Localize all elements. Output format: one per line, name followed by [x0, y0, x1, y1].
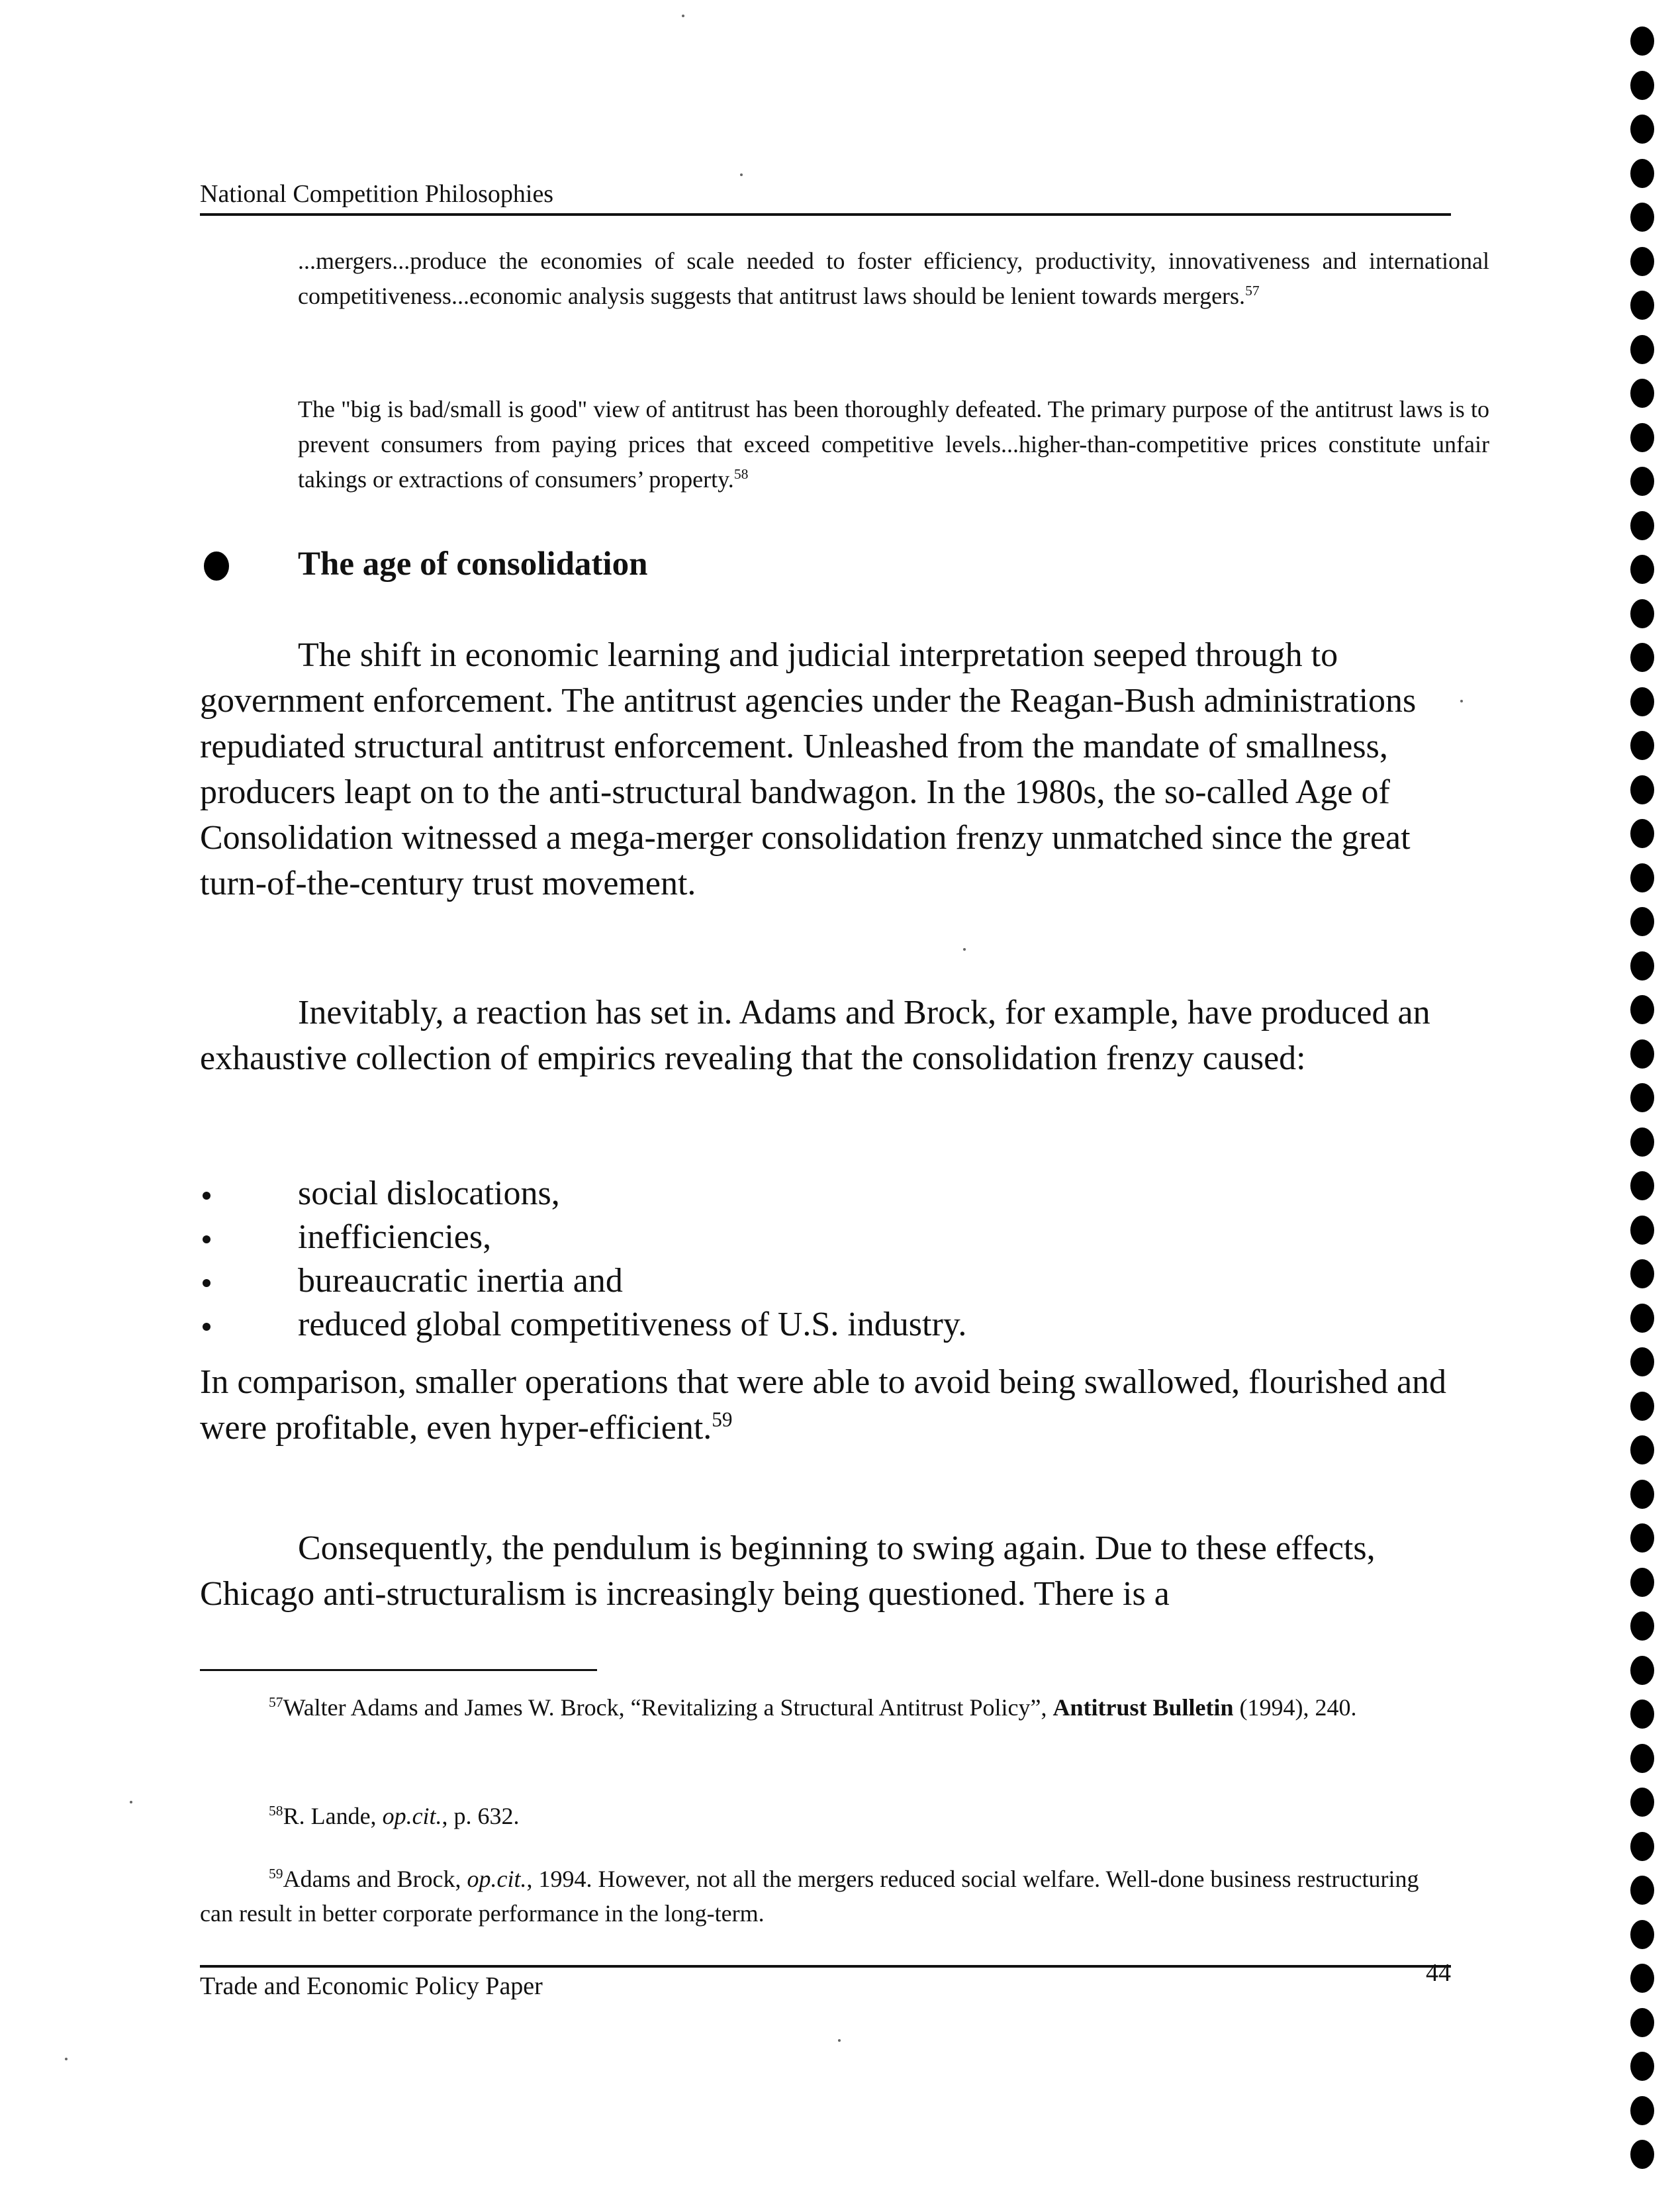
binding-hole-icon	[1630, 1700, 1654, 1729]
binding-hole-icon	[1630, 1480, 1654, 1509]
binding-hole-icon	[1630, 379, 1654, 408]
paragraph-1: The shift in economic learning and judicial interpretation seeped through to government enforcement. The antitrust agencies under the Reagan-Bush administrations repudiated structural antitrust enforcement. Unleashed from the mandate of smallness, producers leapt on to the anti-structural bandwagon. In the 1980s, the so-called Age of Consolidation witnessed a mega-merger consolidation frenzy unmatched since the great turn-of-the-century trust movement.	[200, 636, 1417, 902]
scan-speck	[838, 2039, 841, 2042]
footnote-text: Walter Adams and James W. Brock, “Revitalizing a Structural Antitrust Policy”,	[283, 1694, 1053, 1721]
binding-hole-icon	[1630, 731, 1654, 760]
footer-title: Trade and Economic Policy Paper	[200, 1972, 543, 2000]
binding-hole-icon	[1630, 1435, 1654, 1464]
binding-hole-icon	[1630, 2096, 1654, 2125]
binding-hole-icon	[1630, 2052, 1654, 2081]
binding-hole-icon	[1630, 1259, 1654, 1288]
paragraph-3	[200, 1359, 1471, 1451]
binding-hole-icon	[1630, 1392, 1654, 1421]
paragraph-4: Consequently, the pendulum is beginning to swing again. Due to these effects, Chicago anti-structuralism is increasingly being questioned. There is a	[200, 1529, 1376, 1613]
binding-hole-icon	[1630, 687, 1654, 716]
effects-list	[200, 1172, 1458, 1347]
binding-hole-icon	[1630, 1347, 1654, 1376]
list-item	[200, 1172, 1458, 1216]
list-item-text: bureaucratic inertia and	[298, 1262, 623, 1300]
footnote-text: , 1994. However, not all the mergers reduced social welfare. Well-done business restructuring can result in better corporate performance in the long-term.	[200, 1866, 1419, 1927]
binding-hole-icon	[1630, 995, 1654, 1024]
bullet-dot-icon	[203, 1323, 210, 1331]
footnote-text: , p. 632.	[442, 1803, 520, 1829]
list-item-text: social dislocations,	[298, 1174, 560, 1212]
binding-holes	[1630, 26, 1657, 2198]
binding-hole-icon	[1630, 2140, 1654, 2169]
binding-hole-icon	[1630, 1832, 1654, 1861]
footnote-58	[200, 1799, 1444, 1833]
binding-hole-icon	[1630, 1611, 1654, 1641]
binding-hole-icon	[1630, 1788, 1654, 1817]
footnote-number: 58	[269, 1803, 283, 1819]
scan-speck	[682, 15, 684, 17]
footnote-number: 57	[269, 1694, 283, 1710]
scan-speck	[740, 173, 743, 176]
binding-hole-icon	[1630, 1964, 1654, 1993]
binding-hole-icon	[1630, 2008, 1654, 2037]
binding-hole-icon	[1630, 599, 1654, 628]
scan-speck	[130, 1801, 132, 1803]
list-item-text: inefficiencies,	[298, 1218, 492, 1256]
list-item-text: reduced global competitiveness of U.S. industry.	[298, 1306, 967, 1343]
paragraph-3-text: In comparison, smaller operations that were able to avoid being swallowed, flourished and were profitable, even hyper-efficient.	[200, 1363, 1447, 1447]
binding-hole-icon	[1630, 335, 1654, 364]
list-item	[200, 1259, 1458, 1303]
binding-hole-icon	[1630, 1568, 1654, 1597]
binding-hole-icon	[1630, 1876, 1654, 1905]
binding-hole-icon	[1630, 775, 1654, 804]
binding-hole-icon	[1630, 907, 1654, 936]
footnote-journal: Antitrust Bulletin	[1052, 1694, 1234, 1721]
block-quote-2	[298, 392, 1489, 497]
block-quote-2-text: The "big is bad/small is good" view of antitrust has been thoroughly defeated. The primary purpose of the antitrust laws is to prevent consumers from paying prices that exceed competitive levels...higher-than-competitive prices constitute unfair takings or extractions of consumers’ property.	[298, 396, 1489, 493]
binding-hole-icon	[1630, 247, 1654, 276]
binding-hole-icon	[1630, 951, 1654, 981]
binding-hole-icon	[1630, 1216, 1654, 1245]
binding-hole-icon	[1630, 1083, 1654, 1112]
running-header-title: National Competition Philosophies	[200, 180, 554, 208]
footnote-text: Adams and Brock,	[283, 1866, 467, 1892]
binding-hole-icon	[1630, 511, 1654, 540]
binding-hole-icon	[1630, 26, 1654, 56]
block-quote-1	[298, 244, 1489, 314]
binding-hole-icon	[1630, 203, 1654, 232]
binding-hole-icon	[1630, 291, 1654, 320]
footnote-citation: op.cit.	[467, 1866, 527, 1892]
binding-hole-icon	[1630, 1304, 1654, 1333]
footnote-59	[200, 1862, 1444, 1931]
footnote-ref-59: 59	[712, 1408, 733, 1431]
bullet-dot-icon	[203, 1192, 210, 1200]
footnote-citation: op.cit.	[382, 1803, 442, 1829]
binding-hole-icon	[1630, 423, 1654, 452]
binding-hole-icon	[1630, 1920, 1654, 1949]
binding-hole-icon	[1630, 1744, 1654, 1773]
scan-speck	[963, 948, 966, 951]
running-footer	[200, 1959, 1451, 2000]
bullet-dot-icon	[203, 1235, 210, 1243]
binding-hole-icon	[1630, 555, 1654, 584]
binding-hole-icon	[1630, 1656, 1654, 1685]
footnote-ref-57: 57	[1245, 283, 1260, 299]
section-bullet-icon	[204, 551, 229, 581]
binding-hole-icon	[1630, 71, 1654, 100]
list-item	[200, 1303, 1458, 1347]
paragraph-2: Inevitably, a reaction has set in. Adams and Brock, for example, have produced an exhaustive collection of empirics revealing that the consolidation frenzy caused:	[200, 994, 1430, 1077]
binding-hole-icon	[1630, 159, 1654, 188]
binding-hole-icon	[1630, 863, 1654, 892]
footnote-separator	[200, 1669, 597, 1671]
scan-speck	[1460, 700, 1463, 702]
binding-hole-icon	[1630, 1523, 1654, 1553]
footnote-ref-58: 58	[733, 466, 749, 482]
binding-hole-icon	[1630, 467, 1654, 496]
binding-hole-icon	[1630, 115, 1654, 144]
footnote-number: 59	[269, 1866, 283, 1882]
block-quote-1-text: ...mergers...produce the economies of scale needed to foster efficiency, productivity, innovativeness and international competitiveness...economic analysis suggests that antitrust laws should be lenient towards mergers.	[298, 248, 1489, 309]
scan-speck	[65, 2058, 68, 2060]
bullet-dot-icon	[203, 1279, 210, 1287]
section-heading: The age of consolidation	[298, 546, 648, 583]
binding-hole-icon	[1630, 819, 1654, 848]
running-header	[200, 177, 1451, 216]
binding-hole-icon	[1630, 643, 1654, 672]
binding-hole-icon	[1630, 1171, 1654, 1200]
footnote-text: R. Lande,	[283, 1803, 383, 1829]
list-item	[200, 1216, 1458, 1259]
footnote-57	[200, 1690, 1444, 1725]
footnote-text: (1994), 240.	[1233, 1694, 1357, 1721]
binding-hole-icon	[1630, 1039, 1654, 1069]
page-number: 44	[1426, 1959, 1451, 1987]
binding-hole-icon	[1630, 1127, 1654, 1157]
